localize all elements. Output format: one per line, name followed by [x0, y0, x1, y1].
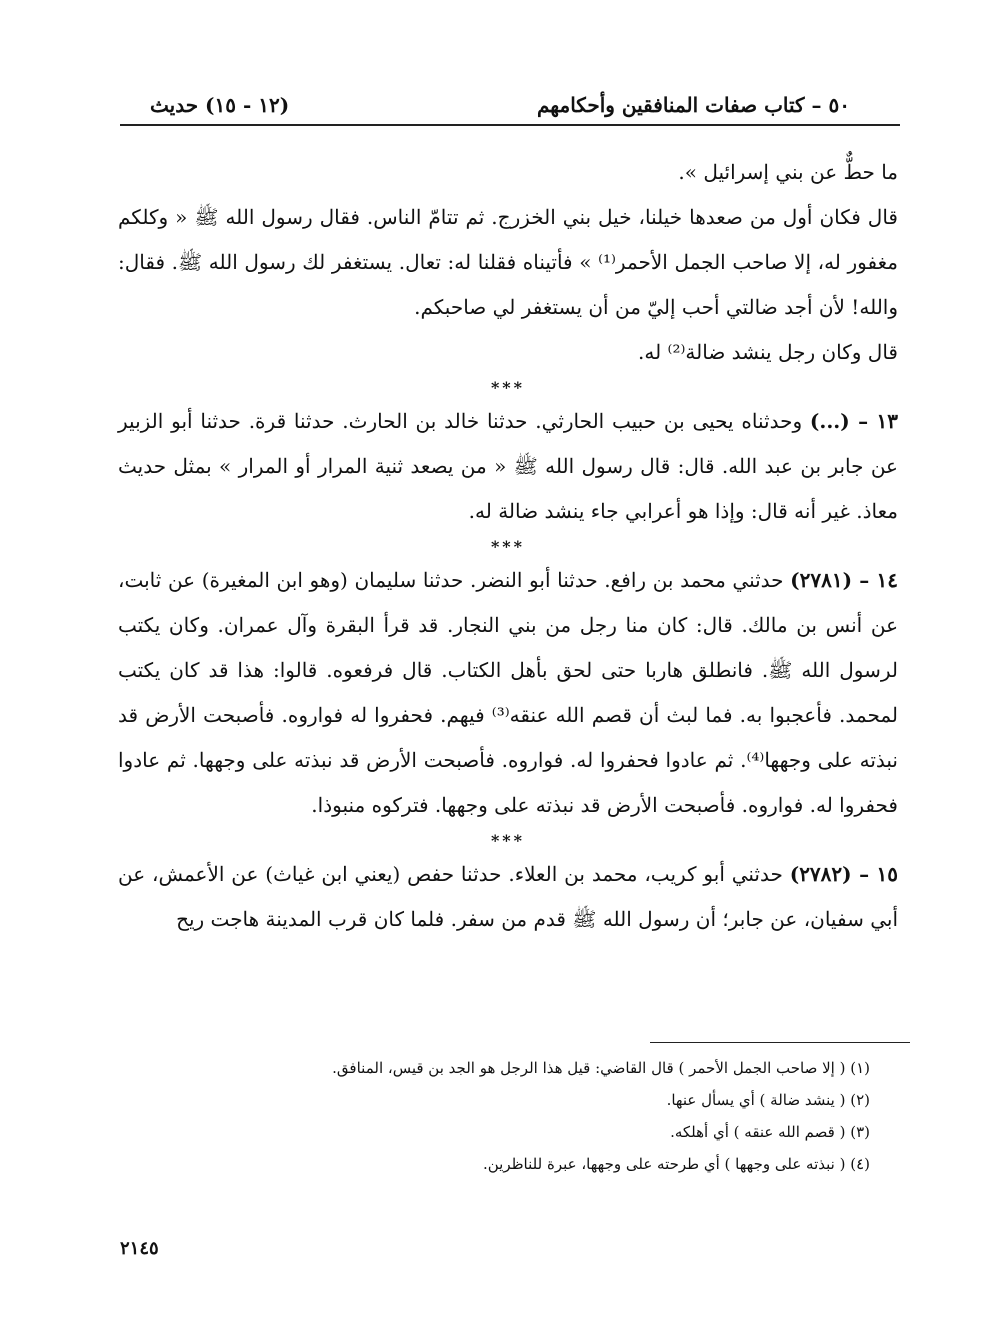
header-rule: [120, 124, 900, 126]
hadith-15-text: حدثني أبو كريب، محمد بن العلاء. حدثنا حفص (يعني ابن غياث) عن الأعمش، عن أبي سفيان، عن جابر؛ أن رسول الله ﷺ قدم من سفر. فلما كان قرب المدينة هاجت ريح: [118, 862, 898, 931]
footnote-2: (٢) ( ينشد ضالة ) أي يسأل عنها.: [666, 1091, 870, 1109]
hadith-14-text: حدثني محمد بن رافع. حدثنا أبو النضر. حدثنا سليمان (وهو ابن المغيرة) عن ثابت، عن أنس بن مالك. قال: كان منا رجل من بني النجار. قد قرأ البقرة وآل عمران. وكان يكتب لرسول الله ﷺ. فانطلق هاربا حتى لحق بأهل الكتاب. قال فرفعوه. قالوا: هذا قد كان يكتب لمحمد. فأعجبوا به. فما لبث أن قصم الله عنقه⁽³⁾ فيهم. فحفروا له فواروه. فأصبحت الأرض قد نبذته على وجهها⁽⁴⁾. ثم عادوا فحفروا له. فواروه. فأصبحت الأرض قد نبذته على وجهها. ثم عادوا فحفروا له. فواروه. فأصبحت الأرض قد نبذته على وجهها. فتركوه منبوذا.: [118, 568, 899, 817]
footnote-3: (٣) ( قصم الله عنقه ) أي أهلكه.: [670, 1123, 870, 1141]
main-text: [118, 150, 898, 942]
footnotes: [260, 1052, 870, 1180]
header-hadith-range: (١٢ - ١٥) حديث: [150, 93, 290, 117]
continuation-line: ما حطٌّ عن بني إسرائيل ».: [678, 160, 898, 184]
paragraph-1b: قال وكان رجل ينشد ضالة⁽²⁾ له.: [638, 340, 898, 364]
footnote-rule: [650, 1042, 910, 1043]
footnote-4: (٤) ( نبذته على وجهها ) أي طرحته على وجهها، عبرة للناظرين.: [482, 1155, 870, 1173]
paragraph-1: قال فكان أول من صعدها خيلنا، خيل بني الخزرج. ثم تتامّ الناس. فقال رسول الله ﷺ « وكلكم مغفور له، إلا صاحب الجمل الأحمر⁽¹⁾ » فأتيناه فقلنا له: تعال. يستغفر لك رسول الله ﷺ. فقال: والله! لأن أجد ضالتي أحب إليّ من أن يستغفر لي صاحبكم.: [118, 205, 898, 319]
section-divider: ***: [490, 831, 526, 850]
hadith-14-number: ١٤ – (٢٧٨١): [790, 568, 899, 592]
section-divider: ***: [490, 537, 526, 556]
running-header: [150, 88, 850, 122]
page-number: ٢١٤٥: [120, 1238, 159, 1259]
hadith-15-number: ١٥ – (٢٧٨٢): [789, 862, 899, 886]
hadith-14: [118, 558, 898, 828]
header-book-title: ٥٠ – كتاب صفات المنافقين وأحكامهم: [536, 93, 850, 117]
hadith-15: [118, 852, 898, 942]
hadith-13: [118, 399, 898, 534]
hadith-13-number: ١٣ – (...): [809, 409, 898, 433]
section-divider: ***: [490, 378, 526, 397]
footnote-1: (١) ( إلا صاحب الجمل الأحمر ) قال القاضي: قيل هذا الرجل هو الجد بن قيس، المنافق.: [332, 1059, 870, 1077]
hadith-13-text: وحدثناه يحيى بن حبيب الحارثي. حدثنا خالد بن الحارث. حدثنا قرة. حدثنا أبو الزبير عن جابر بن عبد الله. قال: قال رسول الله ﷺ « من يصعد ثنية المرار أو المرار » بمثل حديث معاذ. غير أنه قال: وإذا هو أعرابي جاء ينشد ضالة له.: [118, 409, 898, 523]
